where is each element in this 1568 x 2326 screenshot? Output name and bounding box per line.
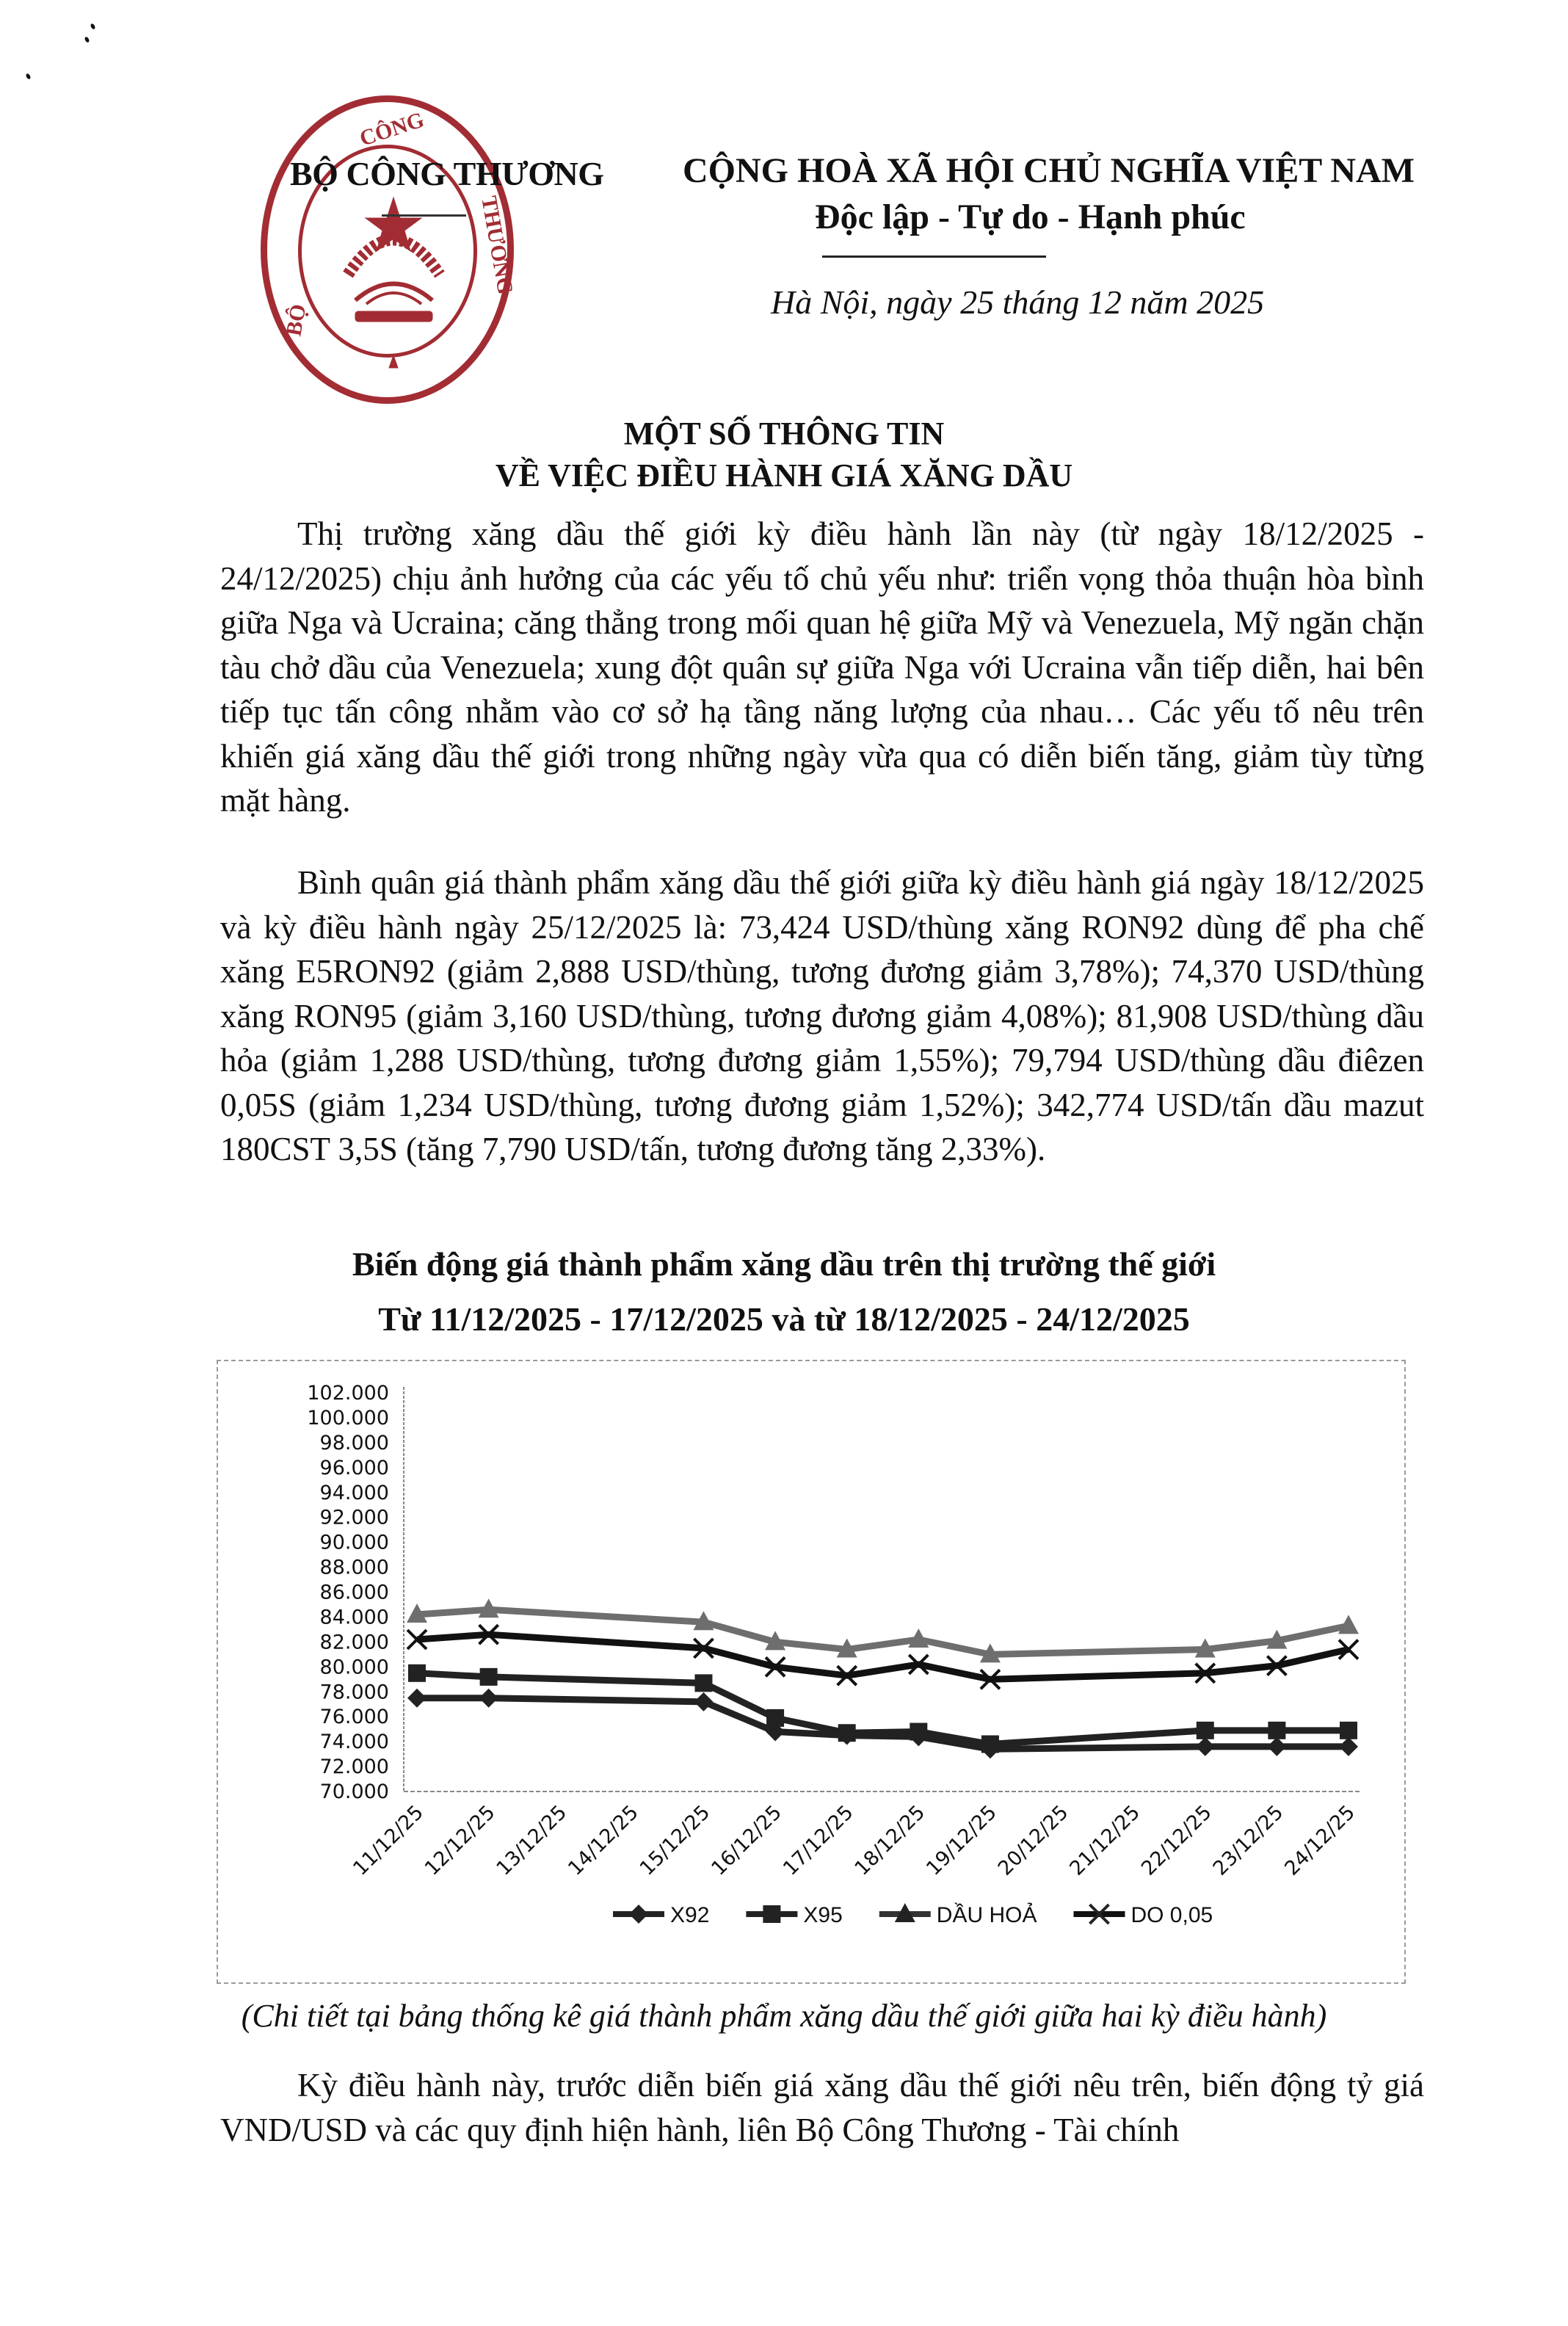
price-line-chart: [217, 1360, 1406, 1984]
national-title: CỘNG HOÀ XÃ HỘI CHỦ NGHĨA VIỆT NAM: [683, 151, 1415, 190]
data-point-x95: [480, 1668, 498, 1686]
paragraph-regulation: Kỳ điều hành này, trước diễn biến giá xăng dầu thế giới nêu trên, biến động tỷ giá VND/USD và các quy định hiện hành, liên Bộ Công Thương - Tài chính: [220, 2067, 1424, 2148]
data-point-x95: [694, 1674, 712, 1692]
data-point-x95: [408, 1664, 426, 1682]
issuing-organization: BỘ CÔNG THƯƠNG: [290, 155, 604, 192]
national-motto: Độc lập - Tự do - Hạnh phúc: [815, 198, 1246, 236]
y-tick-label: 94.000: [319, 1481, 389, 1504]
x-tick-label: 13/12/25: [492, 1801, 572, 1880]
data-point-x95: [1197, 1722, 1214, 1739]
x-tick-label: 23/12/25: [1208, 1801, 1288, 1880]
y-tick-label: 88.000: [319, 1556, 389, 1579]
scan-speck: [84, 36, 90, 43]
x-tick-label: 19/12/25: [922, 1801, 1001, 1880]
legend-marker-x92: [629, 1905, 648, 1924]
legend-label-x95: X95: [803, 1903, 843, 1927]
y-tick-label: 74.000: [319, 1731, 389, 1754]
y-tick-label: 98.000: [319, 1431, 389, 1454]
scan-speck: [90, 23, 95, 29]
x-tick-label: 12/12/25: [420, 1801, 500, 1880]
x-tick-label: 24/12/25: [1280, 1801, 1360, 1880]
x-tick-label: 18/12/25: [850, 1801, 930, 1880]
paragraph-market-context: Thị trường xăng dầu thế giới kỳ điều hành lần này (từ ngày 18/12/2025 - 24/12/2025) chịu ảnh hưởng của các yếu tố chủ yếu như: triển vọng thỏa thuận hòa bình giữa Nga và Ucraina; căng thẳng trong mối quan hệ giữa Mỹ và Venezuela, Mỹ ngăn chặn tàu chở dầu của Venezuela; xung đột quân sự giữa Nga với Ucraina vẫn tiếp diễn, hai bên tiếp tục tấn công nhằm vào cơ sở hạ tầng năng lượng của nhau… Các yếu tố nêu trên khiến giá xăng dầu thế giới trong những ngày vừa qua có diễn biến tăng, giảm tùy từng mặt hàng.: [220, 515, 1424, 819]
chart-heading-line1: Biến động giá thành phẩm xăng dầu trên thị trường thế giới: [352, 1245, 1216, 1283]
chart-heading-line2: Từ 11/12/2025 - 17/12/2025 và từ 18/12/2025 - 24/12/2025: [378, 1300, 1190, 1338]
x-tick-label: 22/12/25: [1137, 1801, 1216, 1880]
legend-label-d-u-ho-: DẦU HOẢ: [936, 1903, 1037, 1927]
y-tick-label: 82.000: [319, 1631, 389, 1654]
official-seal-emblem: [267, 102, 520, 410]
document-title-line1: MỘT SỐ THÔNG TIN: [623, 416, 945, 452]
document-title-line2: VỀ VIỆC ĐIỀU HÀNH GIÁ XĂNG DẦU: [495, 457, 1073, 493]
official-seal-icon: [261, 95, 518, 404]
y-tick-label: 84.000: [319, 1606, 389, 1629]
x-tick-label: 16/12/25: [707, 1801, 787, 1880]
x-tick-label: 20/12/25: [993, 1801, 1073, 1880]
data-point-x92: [1339, 1737, 1358, 1756]
legend-label-do-0-05: DO 0,05: [1130, 1903, 1213, 1927]
dateline: Hà Nội, ngày 25 tháng 12 năm 2025: [771, 283, 1265, 321]
legend-label-x92: X92: [670, 1903, 710, 1927]
data-point-x95: [910, 1723, 927, 1741]
y-tick-label: 80.000: [319, 1656, 389, 1679]
y-tick-label: 90.000: [319, 1531, 389, 1554]
seal-text-right: THƯƠNG: [476, 194, 518, 297]
y-tick-label: 100.000: [307, 1406, 389, 1430]
data-point-x95: [838, 1724, 856, 1742]
paragraph-average-prices: Bình quân giá thành phẩm xăng dầu thế giới giữa kỳ điều hành giá ngày 18/12/2025 và kỳ điều hành ngày 25/12/2025 là: 73,424 USD/thùng xăng RON92 dùng để pha chế xăng E5RON92 (giảm 2,888 USD/thùng, tương đương giảm 3,78%); 74,370 USD/thùng xăng RON95 (giảm 3,160 USD/thùng, tương đương giảm 4,08%); 81,908 USD/thùng dầu hỏa (giảm 1,288 USD/thùng, tương đương giảm 1,55%); 79,794 USD/thùng dầu điêzen 0,05S (giảm 1,234 USD/thùng, tương đương giảm 1,52%); 342,774 USD/tấn dầu mazut 180CST 3,5S (tăng 7,790 USD/tấn, tương đương tăng 2,33%).: [220, 864, 1424, 1167]
data-point-x92: [694, 1692, 713, 1711]
seal-text-top: CÔNG: [356, 107, 427, 151]
x-tick-label: 21/12/25: [1065, 1801, 1145, 1880]
data-point-x95: [1268, 1722, 1285, 1739]
y-tick-label: 76.000: [319, 1706, 389, 1729]
data-point-x92: [479, 1689, 498, 1708]
organization-underline: [382, 214, 466, 217]
data-point-x92: [1196, 1737, 1215, 1756]
y-tick-label: 78.000: [319, 1681, 389, 1704]
data-point-x95: [766, 1709, 784, 1727]
legend-marker-x95: [763, 1905, 780, 1923]
data-point-x95: [981, 1736, 999, 1753]
seal-text-left: BỘ: [281, 302, 311, 338]
y-tick-label: 72.000: [319, 1756, 389, 1779]
scan-speck: [25, 73, 31, 79]
motto-underline: [822, 256, 1046, 258]
data-point-x95: [1340, 1722, 1357, 1739]
y-tick-label: 86.000: [319, 1581, 389, 1604]
y-tick-label: 102.000: [307, 1382, 389, 1405]
y-tick-label: 92.000: [319, 1506, 389, 1529]
y-tick-label: 70.000: [319, 1780, 389, 1803]
data-point-x92: [407, 1689, 427, 1708]
x-tick-label: 15/12/25: [635, 1801, 715, 1880]
y-tick-label: 96.000: [319, 1456, 389, 1479]
x-tick-label: 11/12/25: [349, 1801, 428, 1880]
data-point-x92: [1267, 1737, 1286, 1756]
x-tick-label: 17/12/25: [778, 1801, 858, 1880]
chart-caption: (Chi tiết tại bảng thống kê giá thành phẩm xăng dầu thế giới giữa hai kỳ điều hành): [241, 1998, 1327, 2034]
x-tick-label: 14/12/25: [564, 1801, 643, 1880]
